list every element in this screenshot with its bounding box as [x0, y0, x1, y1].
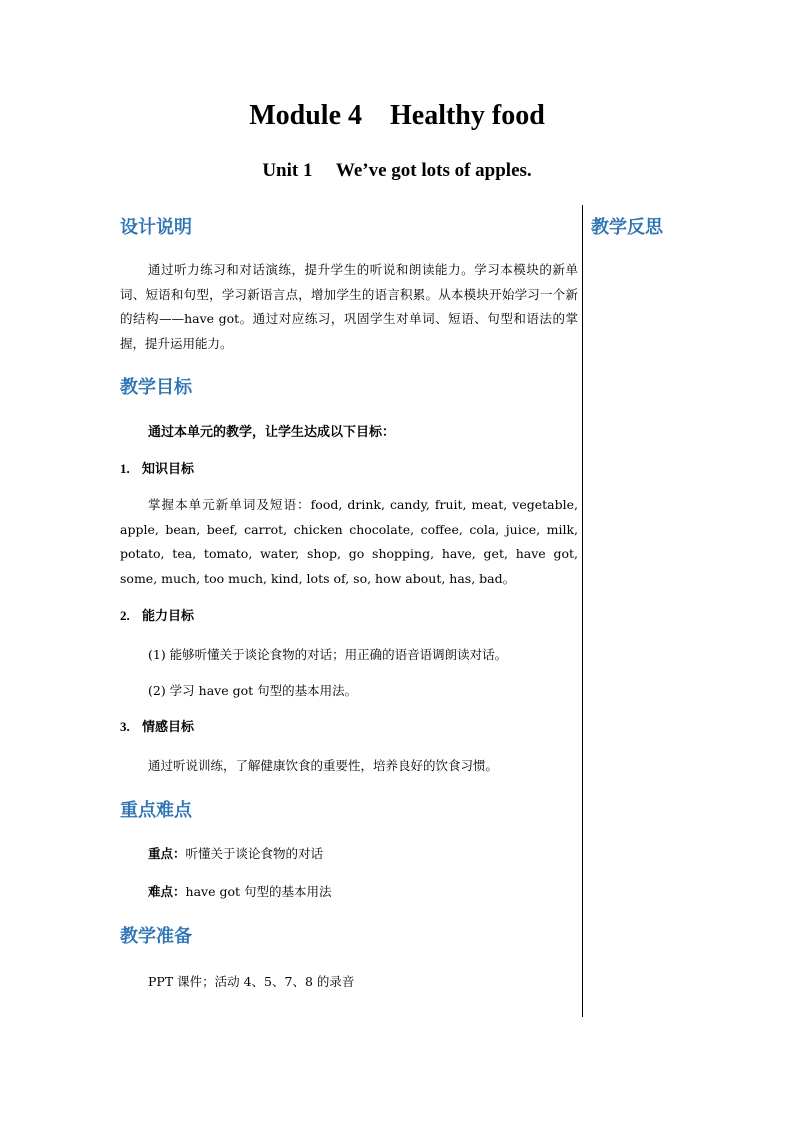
- main-column: [120, 214, 578, 993]
- prep-section: [120, 923, 578, 993]
- objectives-lead: 通过本单元的教学，让学生达成以下目标：: [148, 425, 396, 440]
- ability-item-2: (2) 学习 have got 句型的基本用法。: [148, 683, 358, 698]
- key-label: 重点：: [148, 846, 186, 861]
- difficult-text: have got 句型的基本用法: [185, 884, 332, 899]
- knowledge-heading: [120, 458, 578, 481]
- design-text: 通过听力练习和对话演练，提升学生的听说和朗读能力。学习本模块的新单词、短语和句型，学习新语言点，增加学生的语言积累。从本模块开始学习一个新的结构——have got。通过对应练习，巩固学生对单词、短语、句型和语法的掌握，提升运用能力。: [120, 262, 578, 351]
- difficult-label: 难点：: [148, 884, 186, 899]
- ability-item-1: (1) 能够听懂关于谈论食物的对话；用正确的语音语调朗读对话。: [148, 647, 508, 662]
- ability-label: 能力目标: [142, 609, 195, 624]
- emotion-heading: [120, 716, 578, 739]
- difficult-point: [120, 881, 578, 903]
- emotion-label: 情感目标: [142, 720, 195, 735]
- knowledge-number: 1.: [120, 461, 130, 476]
- keypoints-heading: 重点难点: [120, 800, 192, 821]
- objectives-section: [120, 374, 578, 777]
- knowledge-text: 掌握本单元新单词及短语：food, drink, candy, fruit, meat, vegetable, apple, bean, beef, carrot, chicken chocolate, coffee, cola, juice, milk, potato, tea, tomato, water, shop, go shopping, have, get, have got, some, much, too much, kind, lots of, so, how about, has, bad。: [120, 497, 578, 586]
- ability-heading: [120, 605, 578, 628]
- knowledge-label: 知识目标: [142, 462, 195, 477]
- reflection-heading: 教学反思: [591, 217, 663, 238]
- page-subtitle: Unit 1 We’ve got lots of apples.: [262, 160, 532, 181]
- emotion-number: 3.: [120, 719, 130, 734]
- keypoints-section: [120, 797, 578, 903]
- page-title: Module 4 Healthy food: [249, 100, 545, 131]
- objectives-heading: 教学目标: [120, 377, 192, 398]
- reflection-column: [591, 214, 711, 242]
- key-point: [120, 843, 578, 865]
- column-divider: [582, 205, 583, 1017]
- design-section: [120, 214, 578, 356]
- key-text: 听懂关于谈论食物的对话: [185, 846, 324, 861]
- emotion-text: 通过听说训练，了解健康饮食的重要性，培养良好的饮食习惯。: [148, 758, 499, 773]
- ability-number: 2.: [120, 608, 130, 623]
- prep-heading: 教学准备: [120, 926, 192, 947]
- prep-text: PPT 课件；活动 4、5、7、8 的录音: [148, 974, 355, 989]
- design-heading: 设计说明: [120, 217, 192, 238]
